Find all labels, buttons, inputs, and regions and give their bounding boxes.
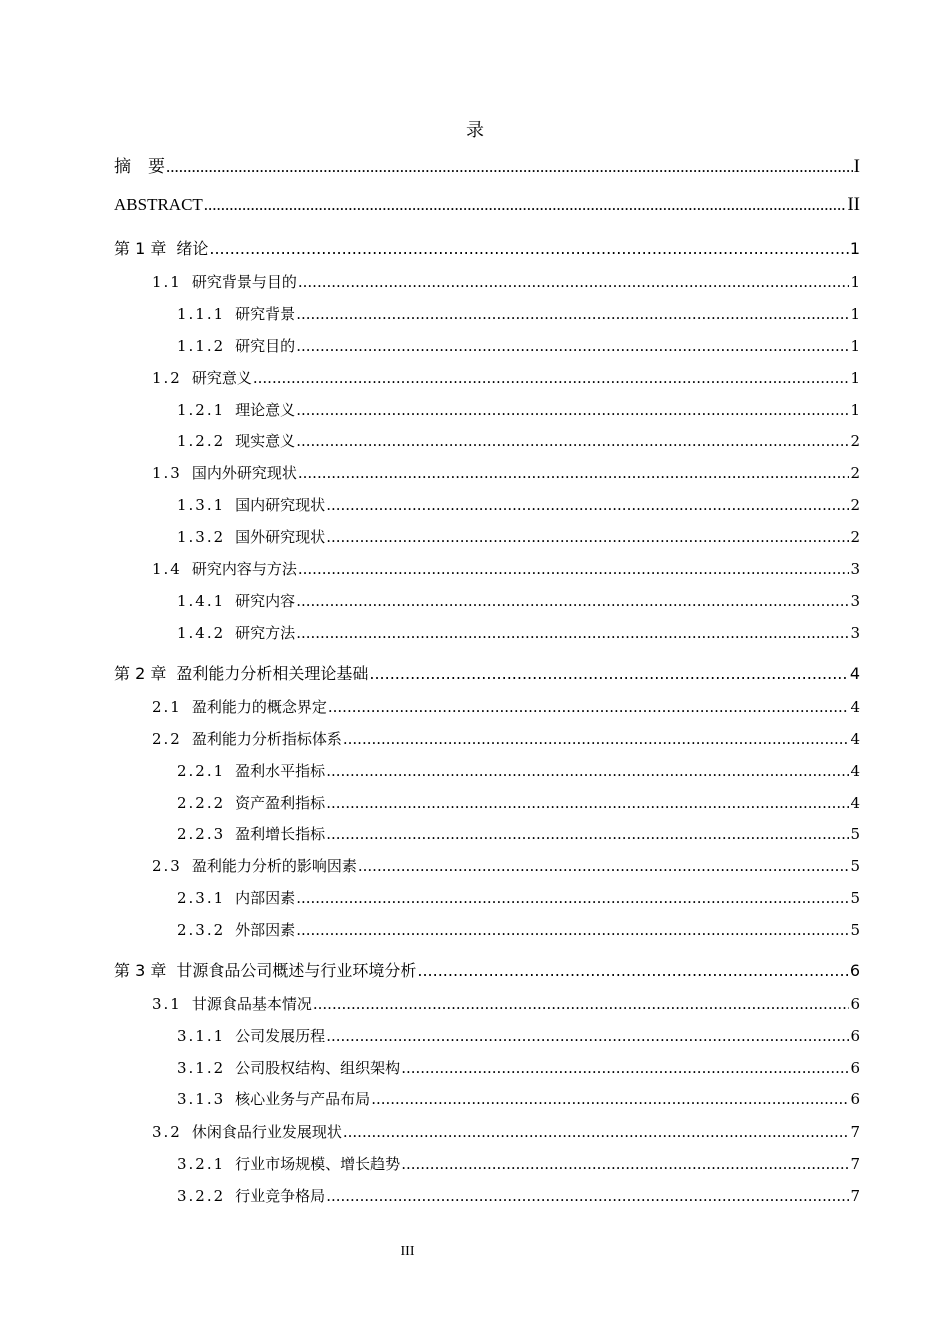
toc-leader-dots xyxy=(296,305,849,323)
toc-leader-dots xyxy=(166,157,853,177)
toc-entry-label xyxy=(114,661,368,684)
toc-leader-dots xyxy=(313,995,850,1013)
toc-entry[interactable] xyxy=(177,430,860,451)
toc-entry-page: 6 xyxy=(850,1027,860,1045)
toc-leader-dots xyxy=(326,1027,849,1045)
toc-entry-text: 现实意义 xyxy=(235,432,296,450)
toc-leader-dots xyxy=(296,624,849,642)
toc-entry-page: 3 xyxy=(850,560,860,578)
toc-entry-text: 休闲食品行业发展现状 xyxy=(191,1123,342,1141)
toc-entry-number: 2.1 xyxy=(152,698,182,716)
toc-entry-text: 行业竞争格局 xyxy=(235,1187,326,1205)
toc-entry[interactable] xyxy=(177,919,860,940)
toc-entry-text: 资产盈利指标 xyxy=(235,794,326,812)
toc-entry-page: 4 xyxy=(850,730,860,748)
toc-entry-label xyxy=(177,590,295,611)
toc-leader-dots xyxy=(417,961,848,980)
toc-leader-dots xyxy=(298,464,850,482)
toc-entry-number: 2.3 xyxy=(152,857,182,875)
toc-leader-dots xyxy=(326,825,849,843)
toc-entry[interactable] xyxy=(177,399,860,420)
toc-leader-dots xyxy=(296,889,849,907)
toc-entry-text: 研究目的 xyxy=(235,337,296,355)
toc-entry-page: 1 xyxy=(850,401,860,419)
toc-entry[interactable] xyxy=(152,271,860,292)
toc-entry-number: 3.1.2 xyxy=(177,1059,226,1077)
toc-entry-page: 6 xyxy=(850,995,860,1013)
toc-entry-label xyxy=(152,271,297,292)
toc-entry-label xyxy=(152,1121,342,1142)
toc-leader-dots xyxy=(298,273,850,291)
toc-entry-page: 4 xyxy=(850,762,860,780)
toc-entry[interactable] xyxy=(177,494,860,515)
toc-leader-dots xyxy=(343,1123,850,1141)
toc-entry-label xyxy=(177,823,325,844)
toc-leader-dots xyxy=(296,337,849,355)
toc-entry-number: 2.2 xyxy=(152,730,182,748)
toc-entry-text: 理论意义 xyxy=(235,401,296,419)
toc-entry-text: 研究内容与方法 xyxy=(191,560,297,578)
toc-entry-page: 6 xyxy=(849,961,860,980)
toc-entry[interactable] xyxy=(177,590,860,611)
toc-leader-dots xyxy=(343,730,850,748)
toc-entry-page: II xyxy=(847,194,860,215)
toc-entry-text: 国内研究现状 xyxy=(235,496,326,514)
toc-entry-page: 6 xyxy=(850,1059,860,1077)
toc-entry-number: 3.2.1 xyxy=(177,1155,226,1173)
toc-entry-number: 1.4 xyxy=(152,560,182,578)
toc-entry-number: 2.2.3 xyxy=(177,825,226,843)
toc-entry-text: 公司股权结构、组织架构 xyxy=(235,1059,401,1077)
toc-entry[interactable] xyxy=(177,760,860,781)
toc-entry-text: 研究内容 xyxy=(235,592,296,610)
toc-entry-page: 5 xyxy=(850,889,860,907)
toc-entry[interactable] xyxy=(177,1057,860,1078)
toc-leader-dots xyxy=(326,496,849,514)
toc-entry-label xyxy=(177,1025,325,1046)
toc-entry-number: 2.3.1 xyxy=(177,889,226,907)
toc-entry[interactable] xyxy=(177,303,860,324)
toc-entry-number: 3.2.2 xyxy=(177,1187,226,1205)
toc-entry-number: 1.2.1 xyxy=(177,401,226,419)
toc-entry-text: 盈利水平指标 xyxy=(235,762,326,780)
toc-entry-number: 1.1.1 xyxy=(177,305,226,323)
toc-entry-number: 2.2.1 xyxy=(177,762,226,780)
toc-entry-label xyxy=(177,887,295,908)
toc-entry-number: 1.1.2 xyxy=(177,337,226,355)
toc-entry-page: 5 xyxy=(850,825,860,843)
toc-entry-label xyxy=(114,152,165,177)
toc-leader-dots xyxy=(326,794,849,812)
toc-entry-label xyxy=(177,399,295,420)
toc-entry-page: 1 xyxy=(849,239,860,258)
toc-entry[interactable] xyxy=(114,661,860,684)
toc-entry[interactable] xyxy=(177,823,860,844)
toc-entry-label xyxy=(177,494,325,515)
toc-entry[interactable] xyxy=(152,1121,860,1142)
toc-entry-number: 1.4.1 xyxy=(177,592,226,610)
toc-leader-dots xyxy=(358,857,850,875)
toc-entry-page: 2 xyxy=(850,464,860,482)
toc-entry-text: 盈利能力分析指标体系 xyxy=(191,730,342,748)
toc-entry[interactable] xyxy=(152,855,860,876)
toc-entry-page: 4 xyxy=(850,794,860,812)
toc-entry-label xyxy=(152,855,357,876)
toc-entry[interactable] xyxy=(177,335,860,356)
toc-entry-text: 研究背景与目的 xyxy=(191,273,297,291)
toc-entry-label xyxy=(114,195,203,215)
toc-entry-label xyxy=(177,1153,400,1174)
toc-entry-label xyxy=(177,760,325,781)
toc-entry-number: 1.3 xyxy=(152,464,182,482)
toc-entry-text: 甘源食品基本情况 xyxy=(191,995,312,1013)
toc-entry-page: 1 xyxy=(850,273,860,291)
toc-entry-number: 第 3 章 xyxy=(114,961,167,980)
toc-entry-label xyxy=(152,558,297,579)
toc-entry-label xyxy=(114,236,208,259)
toc-entry-label xyxy=(152,462,297,483)
toc-entry-text: 盈利能力分析的影响因素 xyxy=(191,857,357,875)
toc-entry-page: 2 xyxy=(850,528,860,546)
toc-entry[interactable] xyxy=(177,1025,860,1046)
toc-entry-text: 盈利增长指标 xyxy=(235,825,326,843)
toc-leader-dots xyxy=(296,401,849,419)
toc-entry-label xyxy=(177,919,295,940)
toc-entry-text: 盈利能力分析相关理论基础 xyxy=(176,664,369,683)
toc-leader-dots xyxy=(296,592,849,610)
toc-entry-number: 1.3.1 xyxy=(177,496,226,514)
toc-leader-dots xyxy=(369,664,848,683)
toc-entry-number: 第 2 章 xyxy=(114,664,167,683)
toc-entry-label xyxy=(177,335,295,356)
toc-entry-label xyxy=(177,792,325,813)
toc-entry[interactable] xyxy=(114,194,860,216)
toc-entry-label xyxy=(177,1088,370,1109)
toc-entry-number: 1.2 xyxy=(152,369,182,387)
toc-leader-dots xyxy=(296,432,849,450)
toc-entry-number: 2.2.2 xyxy=(177,794,226,812)
toc-entry-page: 6 xyxy=(850,1090,860,1108)
toc-entry-label xyxy=(152,728,342,749)
toc-entry-label xyxy=(177,1185,325,1206)
page-number-footer: III xyxy=(400,1244,415,1259)
toc-entry-number: 3.1.3 xyxy=(177,1090,226,1108)
toc-entry-text: 摘 要 xyxy=(114,157,165,176)
toc-entry-text: 绪论 xyxy=(176,239,209,258)
toc-entry-text: 国内外研究现状 xyxy=(191,464,297,482)
toc-entry-label xyxy=(152,993,312,1014)
toc-entry-page: 2 xyxy=(850,432,860,450)
toc-entry[interactable] xyxy=(177,792,860,813)
toc-entry-label xyxy=(114,958,416,981)
toc-entry-number: 1.2.2 xyxy=(177,432,226,450)
toc-entry-page: 4 xyxy=(849,664,860,683)
toc-leader-dots xyxy=(326,1187,849,1205)
toc-entry-label xyxy=(177,526,325,547)
toc-entry-page: 4 xyxy=(850,698,860,716)
toc-entry-page: I xyxy=(853,156,860,177)
toc-entry[interactable] xyxy=(177,526,860,547)
toc-leader-dots xyxy=(253,369,850,387)
toc-entry-page: 1 xyxy=(850,337,860,355)
toc-entry[interactable] xyxy=(114,236,860,259)
toc-entry-text: 国外研究现状 xyxy=(235,528,326,546)
toc-entry-page: 5 xyxy=(850,921,860,939)
toc-leader-dots xyxy=(204,195,847,215)
toc-entry-number: 1.4.2 xyxy=(177,624,226,642)
toc-entry-number: 第 1 章 xyxy=(114,239,167,258)
toc-entry-number: 3.1 xyxy=(152,995,182,1013)
toc-entry-page: 5 xyxy=(850,857,860,875)
toc-entry[interactable] xyxy=(177,622,860,643)
toc-entry[interactable] xyxy=(152,367,860,388)
toc-entry[interactable] xyxy=(152,462,860,483)
toc-entry-text: ABSTRACT xyxy=(114,195,203,214)
toc-entry-label xyxy=(177,622,295,643)
toc-entry-number: 1.3.2 xyxy=(177,528,226,546)
toc-entry-number: 2.3.2 xyxy=(177,921,226,939)
toc-entry[interactable] xyxy=(177,1153,860,1174)
toc-leader-dots xyxy=(328,698,850,716)
toc-entry[interactable] xyxy=(152,993,860,1014)
toc-entry-label xyxy=(152,696,327,717)
toc-leader-dots xyxy=(371,1090,849,1108)
toc-leader-dots xyxy=(326,528,849,546)
toc-entry-label xyxy=(177,1057,400,1078)
toc-entry-label xyxy=(177,430,295,451)
toc-entry[interactable] xyxy=(152,558,860,579)
toc-entry-page: 7 xyxy=(850,1187,860,1205)
toc-entry[interactable] xyxy=(152,696,860,717)
toc-entry[interactable] xyxy=(177,1185,860,1206)
toc-entry-page: 1 xyxy=(850,305,860,323)
toc-entry-page: 3 xyxy=(850,624,860,642)
toc-entry-text: 外部因素 xyxy=(235,921,296,939)
toc-leader-dots xyxy=(296,921,849,939)
toc-entry-text: 盈利能力的概念界定 xyxy=(191,698,327,716)
toc-entry[interactable] xyxy=(114,958,860,981)
toc-leader-dots xyxy=(401,1059,849,1077)
toc-entry-number: 3.2 xyxy=(152,1123,182,1141)
toc-entry-number: 1.1 xyxy=(152,273,182,291)
toc-entry-text: 行业市场规模、增长趋势 xyxy=(235,1155,401,1173)
toc-entry-text: 研究背景 xyxy=(235,305,296,323)
toc-entry-text: 内部因素 xyxy=(235,889,296,907)
toc-entry-text: 研究方法 xyxy=(235,624,296,642)
toc-entry-text: 研究意义 xyxy=(191,369,252,387)
toc-entry[interactable] xyxy=(177,887,860,908)
toc-leader-dots xyxy=(209,239,848,258)
toc-entry-page: 2 xyxy=(850,496,860,514)
toc-entry-label xyxy=(177,303,295,324)
toc-leader-dots xyxy=(326,762,849,780)
toc-leader-dots xyxy=(401,1155,849,1173)
toc-entry-page: 7 xyxy=(850,1123,860,1141)
toc-entry-number: 3.1.1 xyxy=(177,1027,226,1045)
toc-entry-page: 7 xyxy=(850,1155,860,1173)
toc-entry-text: 公司发展历程 xyxy=(235,1027,326,1045)
toc-entry[interactable] xyxy=(152,728,860,749)
toc-title: 录 xyxy=(466,120,484,141)
toc-entry-text: 核心业务与产品布局 xyxy=(235,1090,371,1108)
toc-entry[interactable] xyxy=(177,1088,860,1109)
toc-entry[interactable] xyxy=(114,152,860,178)
toc-entry-label xyxy=(152,367,252,388)
toc-entry-text: 甘源食品公司概述与行业环境分析 xyxy=(176,961,417,980)
toc-entry-page: 1 xyxy=(850,369,860,387)
toc-entry-page: 3 xyxy=(850,592,860,610)
toc-leader-dots xyxy=(298,560,850,578)
